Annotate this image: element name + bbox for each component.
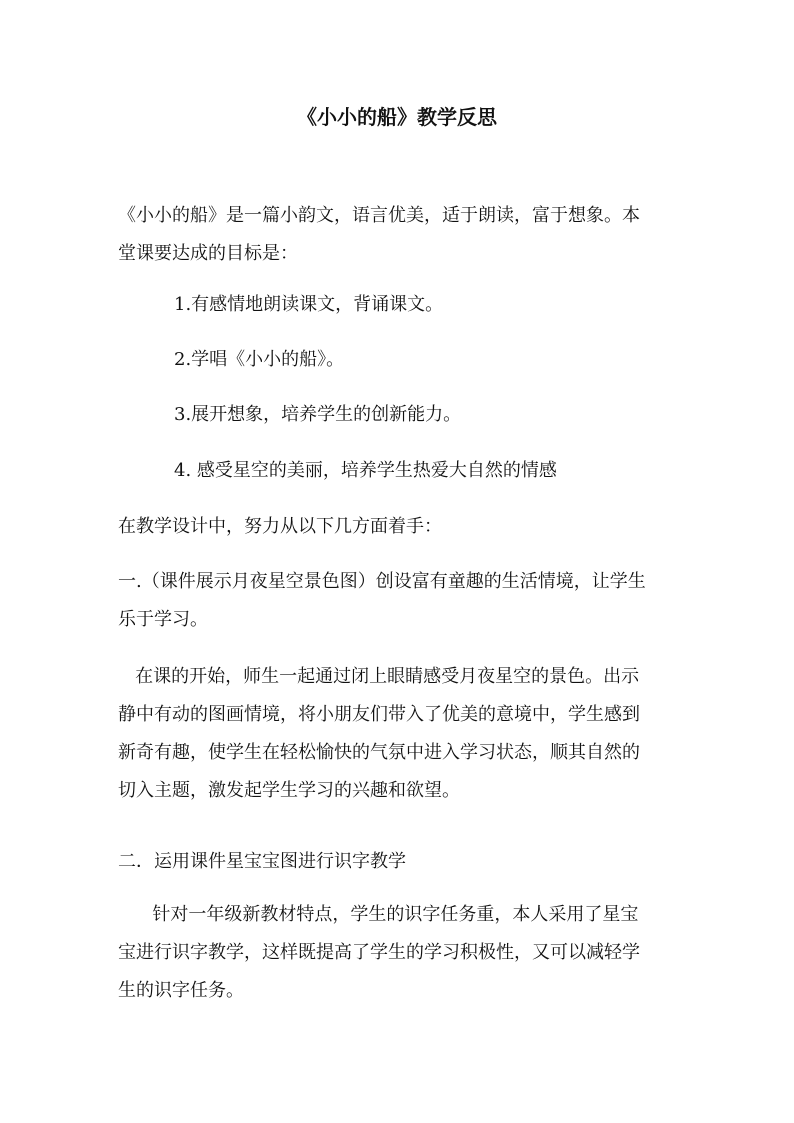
- section-1-heading-line-2: 乐于学习。: [118, 609, 208, 630]
- intro-line-1: 《小小的船》是一篇小韵文，语言优美，适于朗读，富于想象。本: [118, 205, 640, 226]
- design-intro-line: 在教学设计中，努力从以下几方面着手：: [118, 516, 442, 537]
- section-2-body-line: 针对一年级新教材特点，学生的识字任务重，本人采用了星宝: [118, 904, 639, 925]
- section-1-body-line: 新奇有趣，使学生在轻松愉快的气氛中进入学习状态，顺其自然的: [118, 742, 640, 763]
- goal-item-4: 4. 感受星空的美丽，培养学生热爱大自然的情感: [174, 460, 557, 481]
- design-intro: [118, 508, 678, 546]
- goal-item-3: 3.展开想象，培养学生的创新能力。: [174, 404, 462, 425]
- section-2-heading-line: 二．运用课件星宝宝图进行识字教学: [118, 851, 406, 872]
- section-1-body-line: 切入主题，激发起学生学习的兴趣和欲望。: [118, 780, 460, 801]
- goal-item-1: 1.有感情地朗读课文，背诵课文。: [174, 294, 444, 315]
- section-1-body: [118, 658, 678, 810]
- section-2-body-line: 宝进行识字教学，这样既提高了学生的学习积极性，又可以减轻学: [118, 942, 640, 963]
- section-1-heading: [118, 563, 678, 639]
- intro-line-2: 堂课要达成的目标是：: [118, 243, 298, 264]
- section-2-heading: [118, 843, 678, 881]
- section-2-body: [118, 896, 678, 1010]
- goal-item-2: 2.学唱《小小的船》。: [174, 349, 345, 370]
- section-2-body-line: 生的识字任务。: [118, 980, 244, 1001]
- document-title: 《小小的船》教学反思: [297, 105, 497, 129]
- section-1-body-line: 在课的开始，师生一起通过闭上眼睛感受月夜星空的景色。出示: [118, 666, 640, 687]
- section-1-body-line: 静中有动的图画情境，将小朋友们带入了优美的意境中，学生感到: [118, 704, 640, 725]
- section-1-heading-line-1: 一.（课件展示月夜星空景色图）创设富有童趣的生活情境，让学生: [118, 571, 646, 592]
- intro-paragraph: [118, 197, 678, 273]
